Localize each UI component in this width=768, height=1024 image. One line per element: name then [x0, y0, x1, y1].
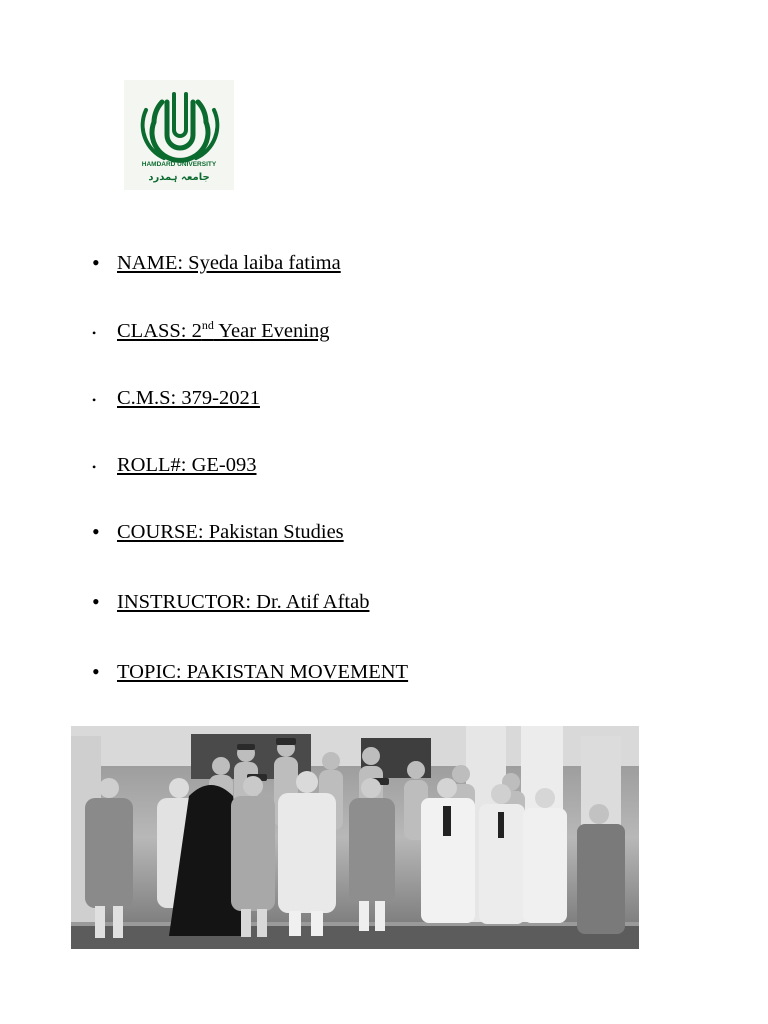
hamdard-logo-icon — [124, 80, 234, 190]
class-field: CLASS: 2nd Year Evening — [117, 318, 330, 342]
roll-field: ROLL#: GE-093 — [117, 454, 257, 476]
bullet: • — [92, 519, 100, 544]
instructor-field: INSTRUCTOR: Dr. Atif Aftab — [117, 591, 370, 613]
bullet: • — [92, 659, 100, 684]
university-logo — [124, 80, 234, 190]
bullet: • — [92, 393, 97, 407]
logo-text-ur: جامعہ ہمدرد — [148, 172, 210, 183]
bullet: • — [92, 250, 100, 275]
cms-field: C.M.S: 379-2021 — [117, 387, 260, 409]
group-photo-image — [71, 726, 639, 949]
historical-group-photo — [71, 726, 639, 949]
bullet: • — [92, 326, 97, 340]
bullet: • — [92, 589, 100, 614]
bullet: • — [92, 460, 97, 474]
logo-text-en: HAMDARD UNIVERSITY — [141, 161, 217, 168]
course-field: COURSE: Pakistan Studies — [117, 521, 344, 543]
topic-field: TOPIC: PAKISTAN MOVEMENT — [117, 661, 409, 683]
name-field: NAME: Syeda laiba fatima — [117, 252, 341, 274]
